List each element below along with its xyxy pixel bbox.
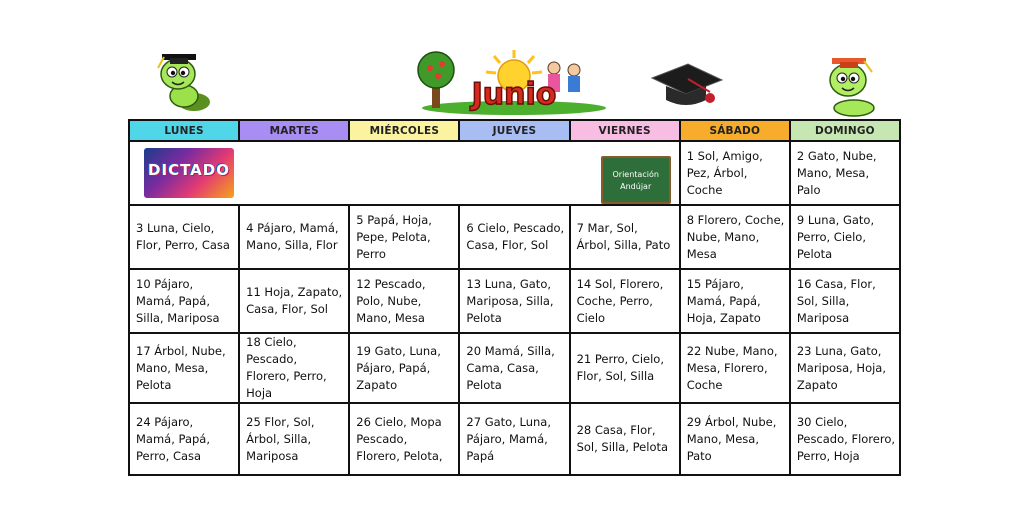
logo-text-line2: Andújar — [620, 182, 652, 191]
graduation-cap-icon — [648, 62, 724, 112]
calendar-week-row — [129, 141, 900, 205]
calendar-week-row — [129, 269, 900, 333]
day-cell: 2 Gato, Nube, Mano, Mesa, Palo — [790, 141, 900, 205]
day-cell: 22 Nube, Mano, Mesa, Florero, Coche — [680, 333, 790, 403]
dictado-banner — [144, 148, 234, 198]
dictado-banner-text: DICTADO — [148, 161, 230, 179]
calendar-week-row — [129, 403, 900, 475]
day-cell: 13 Luna, Gato, Mariposa, Silla, Pelota — [459, 269, 569, 333]
day-cell: 16 Casa, Flor, Sol, Silla, Mariposa — [790, 269, 900, 333]
day-cell: 14 Sol, Florero, Coche, Perro, Cielo — [570, 269, 680, 333]
day-cell: 29 Árbol, Nube, Mano, Mesa, Pato — [680, 403, 790, 475]
day-cell: 1 Sol, Amigo, Pez, Árbol, Coche — [680, 141, 790, 205]
day-cell: 27 Gato, Luna, Pájaro, Mamá, Papá — [459, 403, 569, 475]
day-cell: 5 Papá, Hoja, Pepe, Pelota, Perro — [349, 205, 459, 269]
day-cell: 25 Flor, Sol, Árbol, Silla, Mariposa — [239, 403, 349, 475]
day-cell: 20 Mamá, Silla, Cama, Casa, Pelota — [459, 333, 569, 403]
day-cell: 17 Árbol, Nube, Mano, Mesa, Pelota — [129, 333, 239, 403]
day-header-miercoles: MIÉRCOLES — [349, 120, 459, 141]
day-cell: 9 Luna, Gato, Perro, Cielo, Pelota — [790, 205, 900, 269]
title-text: Junio — [471, 77, 557, 112]
calendar-week-row — [129, 205, 900, 269]
day-header-jueves: JUEVES — [459, 120, 569, 141]
day-cell: 12 Pescado, Polo, Nube, Mano, Mesa — [349, 269, 459, 333]
weekday-header-row — [129, 120, 900, 141]
day-cell: 21 Perro, Cielo, Flor, Sol, Silla — [570, 333, 680, 403]
worm-icon — [820, 50, 882, 118]
day-cell: 19 Gato, Luna, Pájaro, Papá, Zapato — [349, 333, 459, 403]
day-header-lunes: LUNES — [129, 120, 239, 141]
day-cell: 10 Pájaro, Mamá, Papá, Silla, Mariposa — [129, 269, 239, 333]
title-art — [414, 46, 606, 116]
calendar-week-row — [129, 333, 900, 403]
day-cell: 24 Pájaro, Mamá, Papá, Perro, Casa — [129, 403, 239, 475]
calendar-table — [128, 119, 901, 476]
day-cell: 7 Mar, Sol, Árbol, Silla, Pato — [570, 205, 680, 269]
day-cell: 8 Florero, Coche, Nube, Mano, Mesa — [680, 205, 790, 269]
day-cell: 30 Cielo, Pescado, Florero, Perro, Hoja — [790, 403, 900, 475]
calendar-header — [0, 0, 1024, 118]
logo-text-line1: Orientación — [612, 170, 659, 179]
day-header-domingo: DOMINGO — [790, 120, 900, 141]
day-cell: 3 Luna, Cielo, Flor, Perro, Casa — [129, 205, 239, 269]
day-cell: 15 Pájaro, Mamá, Papá, Hoja, Zapato — [680, 269, 790, 333]
worm-graduate-icon — [148, 44, 220, 116]
banner-cell — [129, 141, 680, 205]
day-cell: 18 Cielo, Pescado, Florero, Perro, Hoja — [239, 333, 349, 403]
day-header-sabado: SÁBADO — [680, 120, 790, 141]
day-cell: 28 Casa, Flor, Sol, Silla, Pelota — [570, 403, 680, 475]
day-cell: 11 Hoja, Zapato, Casa, Flor, Sol — [239, 269, 349, 333]
day-header-martes: MARTES — [239, 120, 349, 141]
day-cell: 23 Luna, Gato, Mariposa, Hoja, Zapato — [790, 333, 900, 403]
orientacion-andujar-logo — [601, 156, 671, 204]
day-cell: 6 Cielo, Pescado, Casa, Flor, Sol — [459, 205, 569, 269]
day-cell: 26 Cielo, Mopa Pescado, Florero, Pelota, — [349, 403, 459, 475]
day-header-viernes: VIERNES — [570, 120, 680, 141]
day-cell: 4 Pájaro, Mamá, Mano, Silla, Flor — [239, 205, 349, 269]
